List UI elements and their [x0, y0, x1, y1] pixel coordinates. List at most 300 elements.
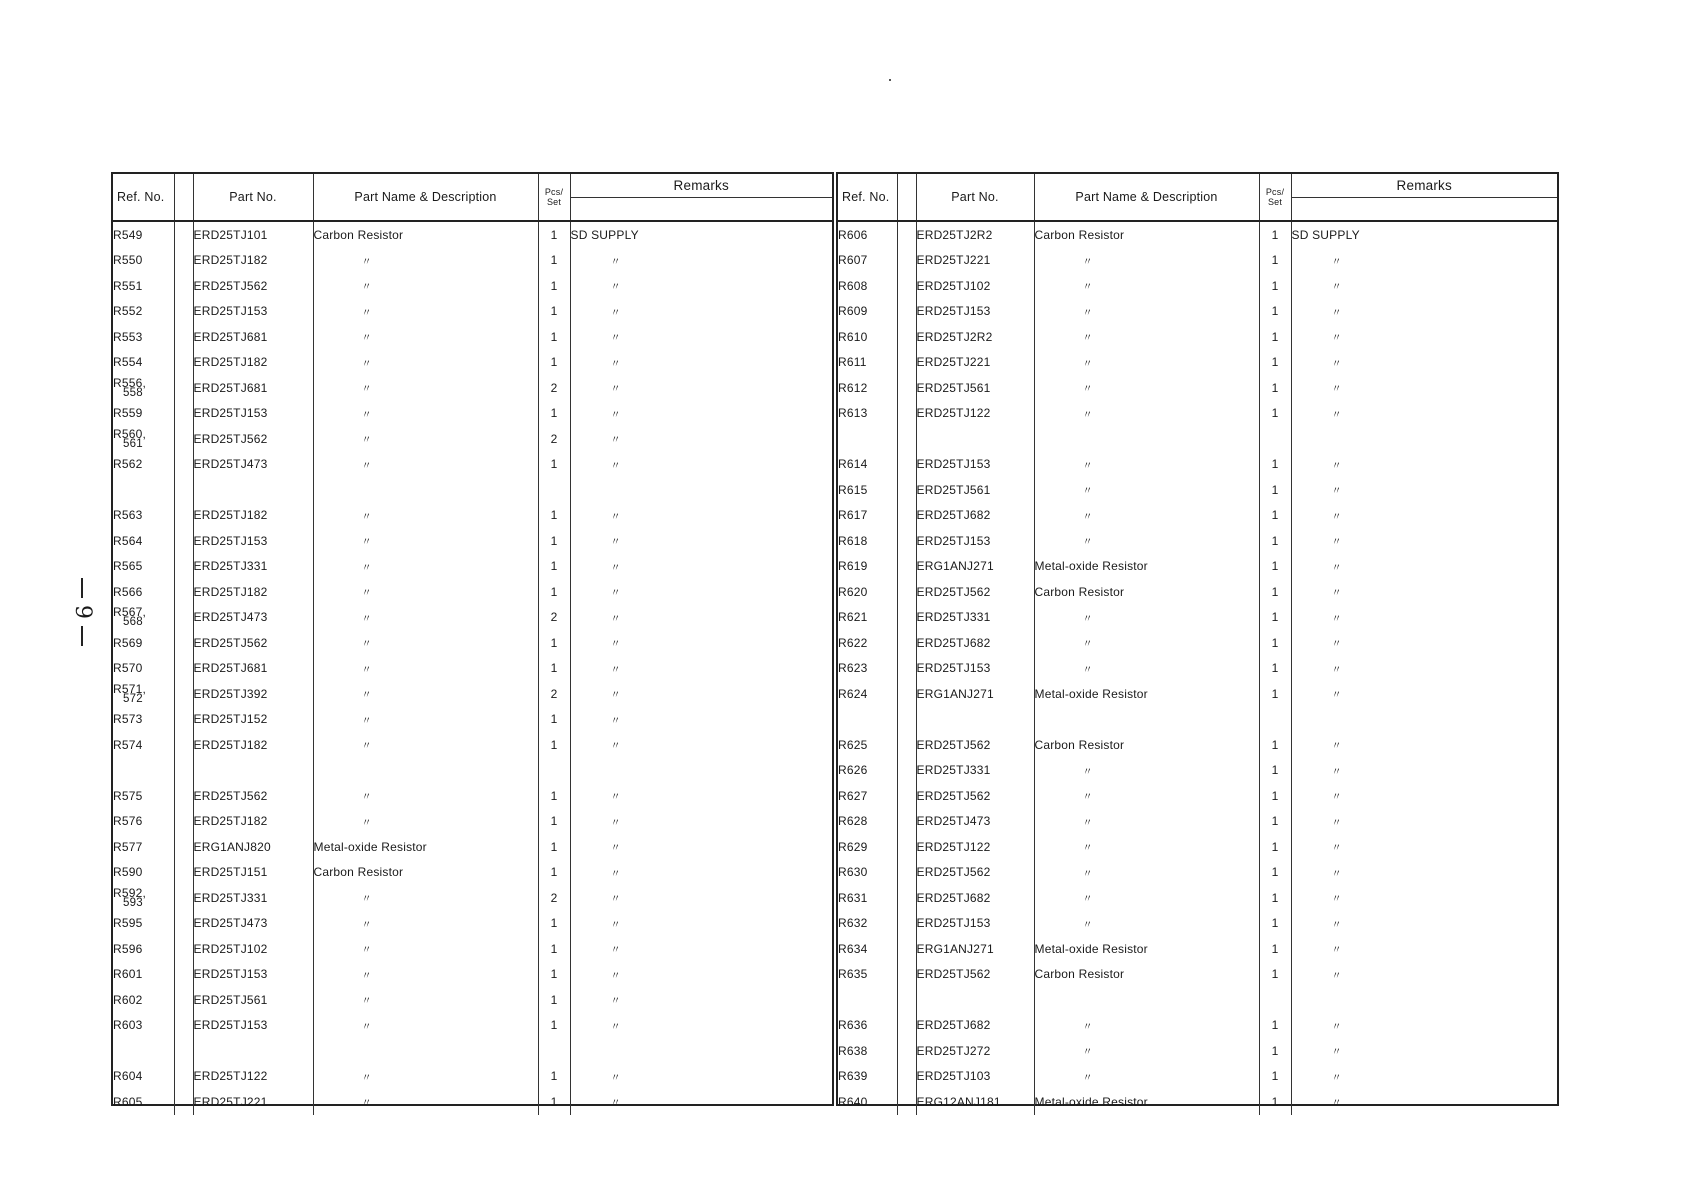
cell-description: 〃	[313, 681, 538, 707]
cell-ref-no	[838, 350, 897, 376]
cell-spacer	[174, 987, 193, 1013]
ref-line-1: R638	[838, 1043, 868, 1058]
ref-line-1: R624	[838, 686, 868, 701]
cell-part-no: ERD25TJ392	[193, 681, 313, 707]
table-row	[113, 375, 832, 401]
cell-remarks: 〃	[610, 562, 621, 574]
table-row	[838, 783, 1557, 809]
cell-ref-no	[113, 375, 174, 401]
cell-part-no: ERD25TJ2R2	[916, 221, 1034, 248]
ref-line-1: R577	[113, 839, 143, 854]
cell-ref-no	[838, 401, 897, 427]
cell-description: 〃	[313, 656, 538, 682]
cell-part-no: ERD25TJ153	[916, 656, 1034, 682]
cell-part-no: ERD25TJ153	[193, 1013, 313, 1039]
cell-part-no: ERD25TJ221	[916, 350, 1034, 376]
ref-line-1: R562	[113, 457, 143, 472]
cell-description: 〃	[1034, 809, 1259, 835]
cell-remarks: 〃	[610, 537, 621, 549]
cell-spacer	[897, 987, 916, 1013]
table-row	[838, 987, 1557, 1013]
cell-spacer	[897, 375, 916, 401]
cell-part-no: ERD25TJ102	[193, 936, 313, 962]
cell-description: 〃	[1034, 477, 1259, 503]
cell-remarks: 〃	[610, 460, 621, 472]
cell-description: 〃	[313, 605, 538, 631]
cell-spacer	[174, 834, 193, 860]
cell-remarks: 〃	[610, 945, 621, 957]
cell-part-no: ERD25TJ153	[916, 911, 1034, 937]
cell-pcs-set: 2	[538, 681, 570, 707]
cell-description	[313, 1038, 538, 1064]
cell-remarks: 〃	[1331, 307, 1342, 319]
cell-description: 〃	[313, 732, 538, 758]
cell-remarks: 〃	[610, 843, 621, 855]
ref-line-1: R576	[113, 814, 143, 829]
table-row	[113, 452, 832, 478]
cell-pcs-set: 1	[538, 962, 570, 988]
table-row	[113, 605, 832, 631]
cell-ref-no	[838, 273, 897, 299]
cell-spacer	[897, 299, 916, 325]
table-row	[838, 630, 1557, 656]
cell-spacer	[897, 936, 916, 962]
cell-description: 〃	[313, 1064, 538, 1090]
cell-spacer	[174, 936, 193, 962]
cell-part-no: ERD25TJ153	[916, 299, 1034, 325]
cell-pcs-set: 1	[1259, 1064, 1291, 1090]
cell-pcs-set: 2	[538, 375, 570, 401]
cell-description: 〃	[1034, 375, 1259, 401]
table-row	[838, 860, 1557, 886]
cell-part-no: ERG1ANJ820	[193, 834, 313, 860]
cell-description: 〃	[1034, 656, 1259, 682]
cell-pcs-set: 1	[538, 1089, 570, 1115]
cell-spacer	[897, 248, 916, 274]
cell-pcs-set: 1	[1259, 299, 1291, 325]
table-row	[838, 605, 1557, 631]
table-row	[113, 477, 832, 503]
cell-spacer	[174, 248, 193, 274]
cell-ref-no	[113, 1038, 174, 1064]
cell-ref-no	[838, 324, 897, 350]
cell-part-no: ERD25TJ331	[916, 605, 1034, 631]
ref-line-1: R556,	[113, 375, 147, 390]
cell-pcs-set: 1	[538, 299, 570, 325]
ref-line-2: 593	[123, 896, 143, 909]
header-spacer	[897, 174, 916, 221]
cell-pcs-set: 1	[1259, 630, 1291, 656]
table-header-row	[113, 174, 832, 221]
cell-remarks	[1291, 987, 1557, 1013]
ref-line-1: R632	[838, 916, 868, 931]
cell-description: 〃	[313, 452, 538, 478]
cell-part-no: ERD25TJ681	[193, 656, 313, 682]
cell-ref-no	[838, 554, 897, 580]
cell-ref-no	[113, 221, 174, 248]
cell-description: 〃	[313, 324, 538, 350]
cell-pcs-set: 1	[1259, 375, 1291, 401]
header-remarks-sub	[571, 198, 833, 220]
cell-part-no: ERD25TJ103	[916, 1064, 1034, 1090]
cell-description: 〃	[313, 248, 538, 274]
cell-remarks: 〃	[610, 792, 621, 804]
cell-part-no: ERD25TJ682	[916, 885, 1034, 911]
ref-line-1: R559	[113, 406, 143, 421]
cell-description: 〃	[313, 962, 538, 988]
cell-description: Carbon Resistor	[1034, 221, 1259, 248]
cell-pcs-set: 1	[1259, 783, 1291, 809]
table-row	[113, 554, 832, 580]
cell-ref-no	[838, 630, 897, 656]
table-row	[113, 936, 832, 962]
cell-spacer	[174, 605, 193, 631]
table-row	[838, 248, 1557, 274]
cell-part-no: ERD25TJ562	[916, 732, 1034, 758]
cell-description: Carbon Resistor	[313, 221, 538, 248]
table-row	[113, 401, 832, 427]
ref-line-1: R612	[838, 380, 868, 395]
cell-pcs-set: 1	[538, 248, 570, 274]
cell-part-no: ERD25TJ331	[193, 554, 313, 580]
cell-part-no: ERD25TJ101	[193, 221, 313, 248]
cell-description: Carbon Resistor	[1034, 732, 1259, 758]
cell-pcs-set: 1	[1259, 885, 1291, 911]
cell-ref-no	[113, 1064, 174, 1090]
ref-line-1: R602	[113, 992, 143, 1007]
cell-remarks: 〃	[1331, 613, 1342, 625]
cell-pcs-set: 1	[538, 987, 570, 1013]
cell-spacer	[897, 630, 916, 656]
table-row	[113, 707, 832, 733]
cell-part-no: ERD25TJ682	[916, 630, 1034, 656]
cell-part-no: ERD25TJ153	[193, 299, 313, 325]
cell-part-no: ERD25TJ152	[193, 707, 313, 733]
cell-description: 〃	[1034, 860, 1259, 886]
ref-line-1: R560,	[113, 426, 147, 441]
ref-line-1: R627	[838, 788, 868, 803]
cell-spacer	[897, 1013, 916, 1039]
cell-description	[313, 758, 538, 784]
table-row	[113, 299, 832, 325]
cell-remarks: 〃	[1331, 868, 1342, 880]
cell-description: 〃	[313, 630, 538, 656]
cell-part-no: ERD25TJ153	[193, 528, 313, 554]
cell-ref-no	[113, 681, 174, 707]
cell-spacer	[174, 554, 193, 580]
cell-ref-no	[113, 860, 174, 886]
table-row	[113, 860, 832, 886]
cell-spacer	[897, 503, 916, 529]
ref-line-1: R590	[113, 865, 143, 880]
ref-line-1: R571,	[113, 681, 147, 696]
cell-pcs-set: 1	[1259, 401, 1291, 427]
cell-description: 〃	[1034, 401, 1259, 427]
cell-pcs-set: 1	[1259, 860, 1291, 886]
cell-pcs-set: 1	[538, 401, 570, 427]
table-row	[838, 426, 1557, 452]
cell-ref-no	[838, 911, 897, 937]
cell-ref-no	[113, 936, 174, 962]
cell-part-no: ERD25TJ473	[193, 911, 313, 937]
cell-ref-no	[113, 962, 174, 988]
cell-remarks: 〃	[610, 868, 621, 880]
cell-pcs-set: 1	[1259, 1013, 1291, 1039]
cell-spacer	[897, 656, 916, 682]
cell-remarks: 〃	[610, 256, 621, 268]
cell-ref-no	[838, 732, 897, 758]
cell-remarks: 〃	[610, 664, 621, 676]
cell-ref-no	[838, 375, 897, 401]
cell-description: 〃	[1034, 783, 1259, 809]
header-part-no: Part No.	[916, 174, 1034, 221]
ref-line-1: R604	[113, 1069, 143, 1084]
cell-part-no: ERD25TJ473	[193, 452, 313, 478]
cell-ref-no	[113, 809, 174, 835]
ref-line-1: R607	[838, 253, 868, 268]
cell-pcs-set: 1	[1259, 324, 1291, 350]
cell-pcs-set: 1	[538, 503, 570, 529]
header-part-no: Part No.	[193, 174, 313, 221]
cell-spacer	[174, 503, 193, 529]
table-body	[838, 221, 1557, 1115]
cell-part-no	[916, 707, 1034, 733]
cell-spacer	[897, 350, 916, 376]
cell-remarks	[570, 758, 832, 784]
cell-description: 〃	[313, 885, 538, 911]
cell-part-no: ERD25TJ221	[193, 1089, 313, 1115]
cell-ref-no	[113, 630, 174, 656]
cell-remarks: 〃	[610, 894, 621, 906]
cell-ref-no	[113, 503, 174, 529]
table-header-row	[838, 174, 1557, 221]
cell-pcs-set: 1	[1259, 962, 1291, 988]
table-row	[838, 707, 1557, 733]
cell-pcs-set: 1	[1259, 1038, 1291, 1064]
header-pcs-top: Pcs/	[544, 187, 564, 197]
ref-line-1: R605	[113, 1094, 143, 1109]
cell-part-no: ERD25TJ682	[916, 1013, 1034, 1039]
cell-spacer	[897, 1038, 916, 1064]
cell-ref-no	[113, 324, 174, 350]
cell-part-no: ERD25TJ122	[916, 834, 1034, 860]
ref-line-1: R639	[838, 1069, 868, 1084]
cell-pcs-set: 1	[1259, 579, 1291, 605]
cell-part-no: ERD25TJ682	[916, 503, 1034, 529]
cell-remarks: 〃	[1331, 843, 1342, 855]
cell-pcs-set: 1	[1259, 834, 1291, 860]
table-row	[838, 732, 1557, 758]
cell-remarks: 〃	[1331, 894, 1342, 906]
cell-description	[1034, 707, 1259, 733]
cell-ref-no	[113, 477, 174, 503]
cell-ref-no	[838, 860, 897, 886]
ref-line-1: R603	[113, 1018, 143, 1033]
table-row	[113, 1038, 832, 1064]
table-row	[113, 1013, 832, 1039]
cell-description: 〃	[1034, 273, 1259, 299]
cell-ref-no	[113, 885, 174, 911]
cell-spacer	[897, 401, 916, 427]
cell-description: 〃	[313, 401, 538, 427]
ref-line-1: R565	[113, 559, 143, 574]
cell-ref-no	[113, 1013, 174, 1039]
cell-part-no: ERG1ANJ271	[916, 554, 1034, 580]
ref-line-1: R636	[838, 1018, 868, 1033]
header-pcs-bottom: Set	[546, 197, 562, 207]
cell-spacer	[897, 809, 916, 835]
cell-ref-no	[113, 656, 174, 682]
ref-line-1: R550	[113, 253, 143, 268]
table-row	[113, 987, 832, 1013]
table-row	[838, 401, 1557, 427]
parts-table	[113, 174, 832, 1115]
cell-spacer	[174, 401, 193, 427]
page-number-value: 9	[70, 605, 95, 619]
cell-description: 〃	[313, 350, 538, 376]
cell-part-no: ERD25TJ122	[193, 1064, 313, 1090]
cell-ref-no	[838, 1089, 897, 1115]
cell-pcs-set: 1	[1259, 732, 1291, 758]
cell-pcs-set: 2	[538, 605, 570, 631]
cell-remarks	[570, 477, 832, 503]
table-row	[113, 911, 832, 937]
cell-pcs-set: 1	[1259, 528, 1291, 554]
cell-remarks: 〃	[610, 511, 621, 523]
cell-part-no: ERD25TJ182	[193, 248, 313, 274]
cell-part-no: ERD25TJ221	[916, 248, 1034, 274]
table-row	[113, 350, 832, 376]
table-row	[838, 1013, 1557, 1039]
cell-remarks: 〃	[1331, 588, 1342, 600]
table-row	[838, 834, 1557, 860]
cell-spacer	[897, 911, 916, 937]
table-row	[113, 962, 832, 988]
cell-part-no: ERD25TJ473	[916, 809, 1034, 835]
ref-line-1: R610	[838, 329, 868, 344]
header-pcs-bottom: Set	[1267, 197, 1283, 207]
table-row	[113, 681, 832, 707]
cell-remarks: 〃	[1331, 282, 1342, 294]
cell-spacer	[174, 656, 193, 682]
cell-part-no: ERD25TJ182	[193, 350, 313, 376]
cell-part-no: ERD25TJ562	[193, 426, 313, 452]
table-row	[113, 834, 832, 860]
cell-part-no	[916, 426, 1034, 452]
cell-spacer	[897, 426, 916, 452]
cell-description: 〃	[313, 987, 538, 1013]
cell-remarks: 〃	[1331, 358, 1342, 370]
cell-description: 〃	[313, 503, 538, 529]
cell-description: 〃	[313, 554, 538, 580]
cell-remarks: 〃	[610, 384, 621, 396]
cell-description: 〃	[1034, 630, 1259, 656]
cell-spacer	[174, 783, 193, 809]
cell-description: 〃	[1034, 324, 1259, 350]
cell-description: 〃	[313, 911, 538, 937]
ref-line-1: R596	[113, 941, 143, 956]
ref-line-1: R595	[113, 916, 143, 931]
cell-spacer	[174, 1013, 193, 1039]
cell-ref-no	[838, 452, 897, 478]
cell-remarks: 〃	[610, 613, 621, 625]
cell-description: Carbon Resistor	[1034, 962, 1259, 988]
cell-spacer	[897, 477, 916, 503]
ref-line-1: R601	[113, 967, 143, 982]
cell-spacer	[897, 707, 916, 733]
cell-description: 〃	[1034, 911, 1259, 937]
ref-line-1: R615	[838, 482, 868, 497]
cell-remarks: 〃	[1331, 664, 1342, 676]
cell-remarks: 〃	[610, 409, 621, 421]
cell-remarks: 〃	[610, 919, 621, 931]
cell-description: 〃	[1034, 452, 1259, 478]
cell-description: Metal-oxide Resistor	[313, 834, 538, 860]
ref-line-1: R569	[113, 635, 143, 650]
cell-description: 〃	[313, 936, 538, 962]
cell-spacer	[174, 579, 193, 605]
cell-pcs-set: 1	[538, 936, 570, 962]
cell-pcs-set	[1259, 426, 1291, 452]
cell-ref-no	[113, 528, 174, 554]
cell-spacer	[897, 221, 916, 248]
cell-spacer	[174, 221, 193, 248]
cell-ref-no	[838, 707, 897, 733]
cell-part-no: ERG12ANJ181	[916, 1089, 1034, 1115]
header-pcs-set	[538, 174, 570, 221]
cell-part-no: ERD25TJ122	[916, 401, 1034, 427]
cell-ref-no	[113, 783, 174, 809]
cell-part-no: ERD25TJ182	[193, 809, 313, 835]
cell-part-no: ERD25TJ182	[193, 732, 313, 758]
table-row	[838, 503, 1557, 529]
cell-remarks	[570, 1038, 832, 1064]
ref-line-1: R618	[838, 533, 868, 548]
table-row	[113, 656, 832, 682]
table-row	[113, 248, 832, 274]
table-row	[838, 299, 1557, 325]
header-remarks	[1291, 174, 1557, 221]
cell-part-no: ERD25TJ562	[916, 783, 1034, 809]
cell-pcs-set: 1	[538, 1064, 570, 1090]
table-row	[838, 1089, 1557, 1115]
cell-description: Metal-oxide Resistor	[1034, 936, 1259, 962]
cell-ref-no	[113, 1089, 174, 1115]
cell-ref-no	[838, 987, 897, 1013]
cell-description: Metal-oxide Resistor	[1034, 554, 1259, 580]
cell-spacer	[897, 452, 916, 478]
cell-ref-no	[113, 401, 174, 427]
cell-description: 〃	[313, 375, 538, 401]
ref-line-1: R625	[838, 737, 868, 752]
cell-ref-no	[113, 452, 174, 478]
table-row	[838, 324, 1557, 350]
table-row	[838, 350, 1557, 376]
cell-remarks: 〃	[1331, 919, 1342, 931]
cell-remarks: 〃	[1331, 333, 1342, 345]
cell-ref-no	[838, 477, 897, 503]
header-remarks	[570, 174, 832, 221]
cell-pcs-set: 1	[1259, 273, 1291, 299]
cell-pcs-set: 1	[1259, 554, 1291, 580]
cell-part-no: ERD25TJ562	[916, 579, 1034, 605]
table-row	[838, 758, 1557, 784]
ref-line-1: R611	[838, 355, 867, 370]
cell-pcs-set: 1	[538, 324, 570, 350]
cell-part-no: ERD25TJ562	[916, 962, 1034, 988]
cell-spacer	[174, 732, 193, 758]
header-pcs-set	[1259, 174, 1291, 221]
